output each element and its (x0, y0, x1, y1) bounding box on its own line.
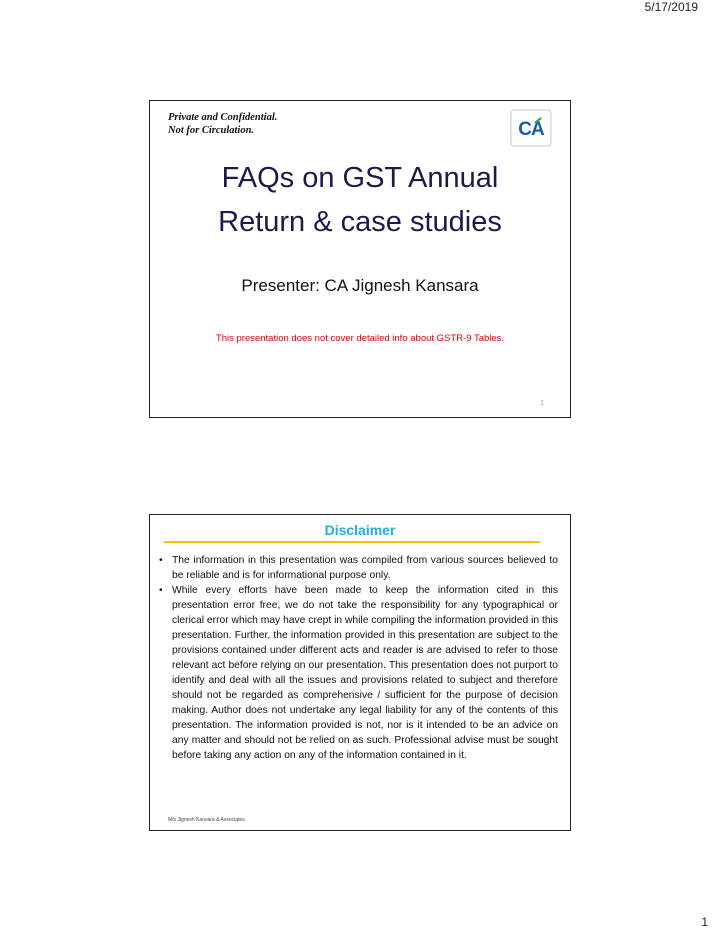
svg-text:CA: CA (518, 119, 544, 140)
disclaimer-list (158, 553, 558, 763)
page-number: 1 (701, 915, 708, 929)
slide-number: 1 (540, 400, 544, 407)
list-item-text: While every efforts have been made to keep the information cited in this presentation error free, we do not take the responsibility for any typographical or clerical error which may have crept in while compiling the information provided in this presentation. Further, the information provided in this presentation are subject to the provisions contained under different acts and reader is are advised to refer to those relevant act before relying on our presentation. This presentation does not purport to identify and deal with all the issues and provisions related to subject and therefore should not be regarded as comprehensive / sufficient for the purpose of decision making. Author does not undertake any legal liability for any of the contents of this presentation. The information provided is not, nor is it intended to be an advice on any matter and should not be relied on as such. Professional advise must be sought before taking any action on any of the information contained in it. (172, 585, 558, 761)
presentation-title (150, 156, 570, 244)
disclaimer-slide (149, 514, 571, 831)
bullet-icon: • (159, 585, 163, 596)
confidential-note (168, 111, 277, 137)
firm-footer: M/s Jignesh Kansara & Associates (168, 817, 245, 823)
title-slide (149, 100, 571, 418)
disclaimer-title: Disclaimer (324, 522, 396, 538)
confidential-line-1: Private and Confidential. (168, 112, 278, 123)
bullet-icon: • (159, 555, 163, 566)
confidential-line-2: Not for Circulation. (168, 125, 255, 136)
title-underline (164, 541, 540, 543)
presenter-name: Presenter: CA Jignesh Kansara (241, 276, 479, 295)
list-item-text: The information in this presentation was compiled from various sources believed to be reliable and is for informational purpose only. (172, 555, 558, 581)
list-item (158, 553, 558, 583)
title-line-1: FAQs on GST Annual (221, 162, 499, 194)
ca-logo (510, 109, 552, 147)
page-date: 5/17/2019 (644, 0, 698, 14)
coverage-note: This presentation does not cover detailed info about GSTR-9 Tables. (215, 333, 505, 344)
title-line-2: Return & case studies (218, 206, 502, 238)
list-item (158, 583, 558, 763)
